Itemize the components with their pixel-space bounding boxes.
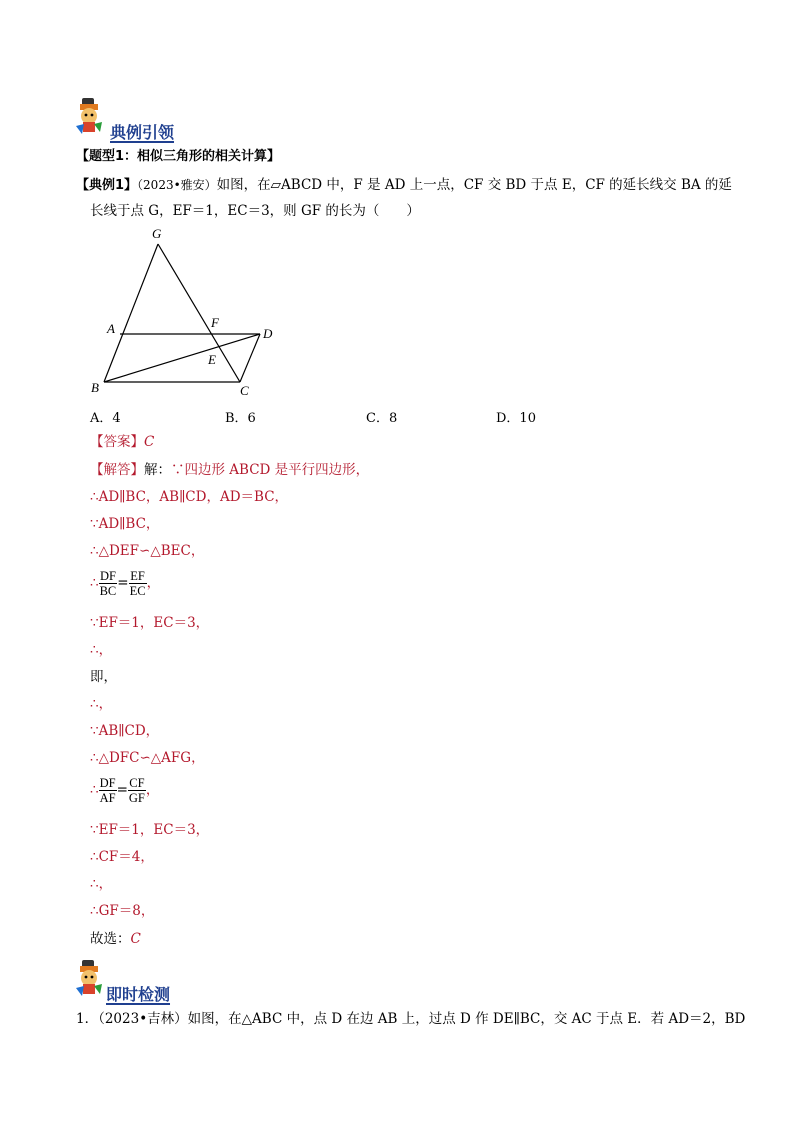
frac1-prefix: ∴	[90, 575, 99, 591]
label-E: E	[208, 352, 216, 367]
example-tag: 【典例1】	[76, 178, 138, 193]
segment-BD	[104, 334, 260, 382]
label-B: B	[91, 380, 99, 395]
frac1-suffix: ，	[146, 575, 161, 591]
frac1-den1: BC	[99, 584, 117, 598]
option-b: B．6	[225, 411, 256, 426]
solution-line-15: ∴，	[90, 876, 113, 892]
pencil-mascot-icon	[72, 96, 104, 136]
frac2-num1: DF	[99, 776, 116, 790]
frac1-num2: EF	[130, 569, 145, 583]
solution-line-13: ∵EF＝1，EC＝3，	[90, 822, 210, 838]
answer-value: C	[144, 434, 155, 450]
choose-value: C	[130, 931, 141, 947]
example-source: （2023•雅安）	[137, 178, 217, 192]
solution-fraction-2	[90, 775, 159, 805]
frac2-den1: AF	[99, 791, 116, 805]
fraction-df-af	[99, 776, 117, 805]
segment-CD	[240, 334, 260, 382]
solution-line-8: 即，	[90, 669, 117, 685]
label-F: F	[211, 315, 219, 330]
option-a: A．4	[90, 411, 121, 426]
label-D: D	[263, 326, 273, 341]
label-C: C	[240, 383, 249, 398]
solution-text-1: ∵四边形 ABCD 是平行四边形，	[171, 462, 370, 478]
frac2-prefix: ∴	[90, 782, 99, 798]
solution-line-11: ∴△DFC∽△AFG，	[90, 750, 205, 766]
example-line-2: 长线于点 G，EF＝1，EC＝3，则 GF 的长为（ ）	[90, 203, 420, 219]
segment-GB	[104, 244, 158, 382]
solution-line-2: ∴AD∥BC，AB∥CD，AD＝BC，	[90, 489, 289, 505]
frac2-eq: =	[116, 782, 128, 798]
frac1-num1: DF	[99, 569, 116, 583]
fraction-df-bc	[99, 569, 118, 598]
solution-line-14: ∴CF＝4，	[90, 849, 154, 865]
frac2-den2: GF	[128, 791, 145, 805]
solution-line-16: ∴GF＝8，	[90, 903, 155, 919]
type-heading: 【题型1：相似三角形的相关计算】	[76, 149, 281, 164]
solution-line-6: ∵EF＝1，EC＝3，	[90, 615, 210, 631]
solution-line-4: ∴△DEF∽△BEC，	[90, 543, 205, 559]
answer-line	[90, 433, 154, 451]
solution-line-10: ∵AB∥CD，	[90, 723, 160, 739]
solution-line-9: ∴，	[90, 696, 113, 712]
answer-tag: 【答案】	[90, 434, 144, 450]
solution-tag: 【解答】	[90, 462, 144, 478]
option-c: C．8	[366, 411, 398, 426]
label-G: G	[152, 226, 162, 241]
question-1: 1．（2023•吉林）如图，在△ABC 中，点 D 在边 AB 上，过点 D 作 DE∥BC，交 AC 于点 E．若 AD＝2，BD	[76, 1011, 746, 1027]
example-line-1	[76, 176, 732, 195]
solution-line-3: ∵AD∥BC，	[90, 516, 160, 532]
pencil-mascot-icon	[72, 958, 104, 998]
section-title-examples: 典例引领	[110, 123, 175, 142]
option-d: D．10	[496, 411, 536, 426]
frac2-suffix: ，	[145, 782, 160, 798]
solution-line-7: ∴，	[90, 642, 113, 658]
parallelogram-figure	[88, 226, 288, 402]
fraction-ef-ec	[129, 569, 147, 598]
solution-fraction-1	[90, 568, 160, 598]
frac1-den2: EC	[129, 584, 146, 598]
example-text-1: 如图，在▱ABCD 中，F 是 AD 上一点，CF 交 BD 于点 E，CF 的延长线交 BA 的延	[216, 177, 732, 193]
label-A: A	[107, 321, 115, 336]
solution-line-1	[90, 461, 369, 479]
frac2-num2: CF	[129, 776, 145, 790]
fraction-cf-gf	[128, 776, 146, 805]
solution-lead: 解：	[144, 462, 171, 478]
solution-line-17	[90, 930, 141, 948]
choose-prefix: 故选：	[90, 931, 131, 947]
section-title-check: 即时检测	[106, 985, 171, 1004]
frac1-eq: =	[117, 575, 129, 591]
